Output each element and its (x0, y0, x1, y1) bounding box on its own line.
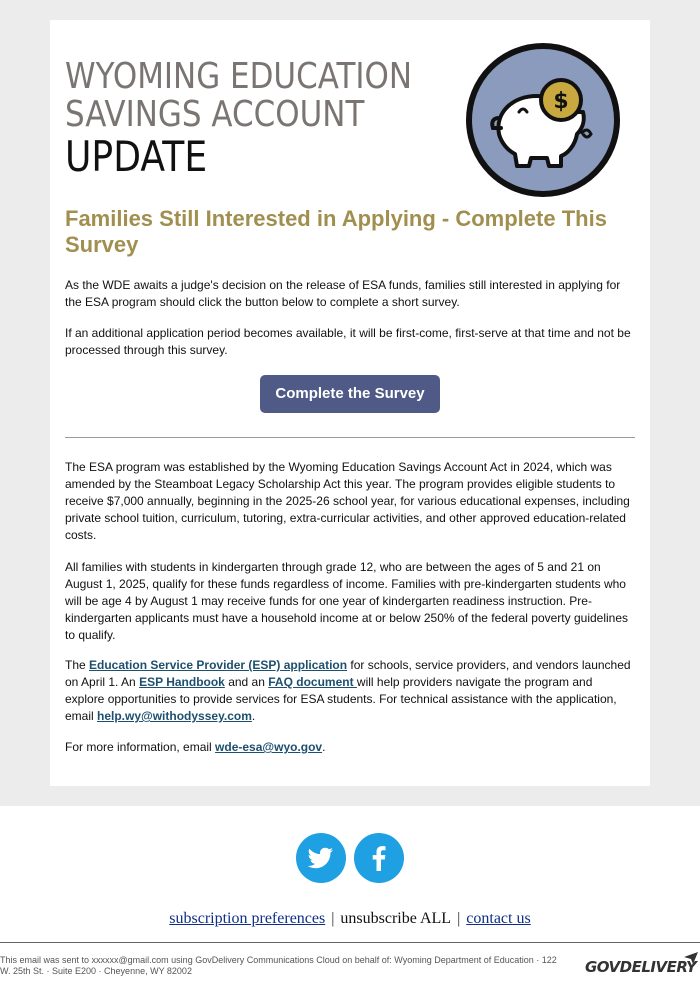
subscription-preferences-link[interactable]: subscription preferences (169, 910, 326, 927)
footer-links (0, 910, 700, 928)
paper-plane-icon (684, 952, 698, 964)
title-line-2: SAVINGS ACCOUNT (65, 94, 365, 135)
body-paragraph-3 (65, 657, 635, 725)
separator: | (331, 910, 335, 927)
piggy-bank-icon (465, 42, 621, 198)
support-email-link[interactable]: help.wy@withodyssey.com (97, 709, 252, 723)
title-line-1: WYOMING EDUCATION (65, 56, 413, 97)
p6-text-1: For more information, email (65, 740, 216, 754)
p5-text-2: for schools, service providers, and vendors launched on April 1. An (65, 658, 631, 689)
esp-application-link[interactable]: Education Service Provider (ESP) application (89, 658, 348, 672)
body-paragraph-4 (65, 739, 635, 756)
faq-document-link[interactable]: FAQ document (268, 675, 357, 689)
p5-text-5: . (251, 709, 256, 723)
footer-divider (0, 942, 700, 943)
divider (65, 437, 635, 438)
p5-text-3: and an (224, 675, 269, 689)
facebook-icon (354, 833, 404, 883)
page-title (65, 58, 469, 180)
wde-email-link[interactable]: wde-esa@wyo.gov (215, 740, 323, 754)
separator: | (457, 910, 461, 927)
govdelivery-logo: GOVDELIVERY (585, 958, 697, 976)
dollar-coin-icon (541, 80, 581, 120)
headline: Families Still Interested in Applying - Complete This Survey (65, 206, 607, 257)
esp-handbook-link[interactable]: ESP Handbook (139, 675, 225, 689)
complete-survey-button[interactable]: Complete the Survey (260, 375, 440, 413)
contact-us-link[interactable]: contact us (466, 910, 531, 927)
footer (0, 806, 700, 984)
p5-text-1: The (65, 658, 90, 672)
legal-text: This email was sent to xxxxxx@gmail.com using GovDelivery Communications Cloud on behalf of: Wyoming Department of Education · 122 W. 25th St. · Suite E200 · Cheyenne, WY 82002 (0, 955, 557, 976)
title-line-3: UPDATE (65, 132, 208, 181)
email-card (50, 20, 650, 786)
body-paragraph-1: The ESA program was established by the Wyoming Education Savings Account Act in 2024, which was amended by the Steamboat Legacy Scholarship Act this year. The program provides eligible students to receive $7,000 annually, beginning in the 2025-26 school year, for various educational expenses, including private school tuition, curriculum, tutoring, extra-curricular activities, and other approved education-related costs. (65, 460, 630, 542)
facebook-button[interactable] (354, 833, 404, 883)
p5-text-4: will help providers navigate the program and explore opportunities to provide services for ESA students. For technical assistance with the application, email (65, 675, 617, 723)
intro-paragraph-2: If an additional application period becomes available, it will be first-come, first-serve at that time and not be processed through this survey. (65, 326, 631, 357)
body-paragraph-2: All families with students in kindergarten through grade 12, who are between the ages of 5 and 21 on August 1, 2025, qualify for these funds regardless of income. Families with pre-kindergarten students who will be age 4 by August 1 may receive funds for one year of kindergarten readiness instruction. Pre-kindergarten applicants must have a household income at or below 250% of the federal poverty guidelines to qualify. (65, 560, 629, 642)
svg-text:$: $ (553, 89, 569, 114)
p6-text-2: . (322, 740, 326, 754)
unsubscribe-all-link[interactable]: unsubscribe ALL (340, 910, 452, 927)
twitter-icon (296, 833, 346, 883)
intro-paragraph-1: As the WDE awaits a judge's decision on the release of ESA funds, families still interested in applying for the ESA program should click the button below to complete a short survey. (65, 278, 621, 309)
twitter-button[interactable] (296, 833, 346, 883)
